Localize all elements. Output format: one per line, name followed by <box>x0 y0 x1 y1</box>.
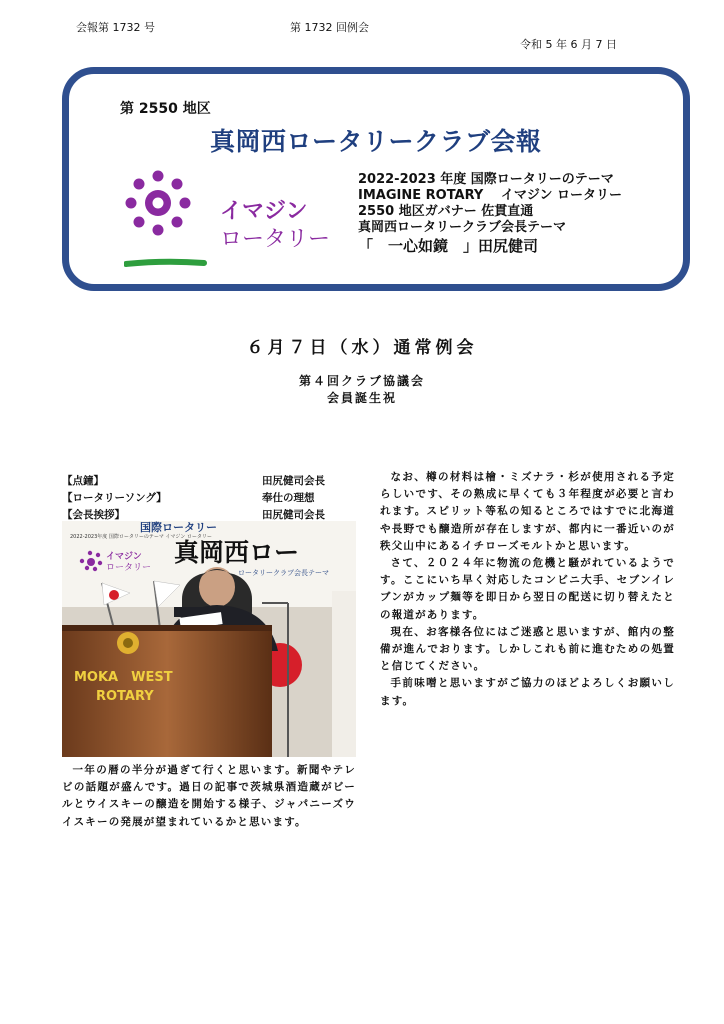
meeting-subtitle: 会員誕生祝 <box>326 391 397 405</box>
program-value: 田尻健司会長 <box>262 509 325 521</box>
theme-line: 2022-2023 年度 国際ロータリーのテーマ <box>358 172 614 187</box>
photo-banner-big: 真岡西ロー <box>174 538 300 567</box>
speaker-photo <box>62 521 356 757</box>
theme-line: IMAGINE ROTARY イマジン ロータリー <box>358 188 623 203</box>
issue-number: 会報第 1732 号 <box>76 21 155 34</box>
logo-text-imagine: イマジン <box>220 199 308 224</box>
photo-banner-right: ロータリークラブ会長テーマ <box>238 569 329 577</box>
greeting-text-right <box>380 469 675 710</box>
paragraph: なお、樽の材料は檜・ミズナラ・杉が使用される予定らしいです、その熟成に早くても３年程度が必要と言われます。スピリット等私の知るところではすでに北海道や長野でも醸造所が存在しますが、都内に一番近いのが秩父山中にあるイチローズモルトかと思います。 <box>380 471 675 552</box>
issue-date: 令和 5 年 6 月 7 日 <box>520 38 617 51</box>
podium-text: MOKA WEST <box>74 670 173 685</box>
meeting-subtitle: 第４回クラブ協議会 <box>298 374 425 388</box>
paragraph: 一年の暦の半分が過ぎて行くと思います。新聞やテレビの話題が盛んです。過日の記事で茨城県酒造蔵がビールとウイスキーの醸造を開始する様子、ジャパニーズウイスキーの発展が望まれているかと思います。 <box>62 764 356 828</box>
greeting-text-left <box>62 762 356 831</box>
meeting-headline: ６月７日（水）通常例会 <box>246 338 478 358</box>
paragraph: 現在、お客様各位にはご迷惑と思いますが、館内の整備が進んでおります。しかしこれも前に進むための処置と信じてください。 <box>380 625 675 673</box>
photo-banner-small: 2022-2023年度 国際ロータリーのテーマ イマジン ロータリー <box>70 534 212 540</box>
meeting-number: 第 1732 回例会 <box>290 21 369 34</box>
photo-banner-top: 国際ロータリー <box>140 521 217 534</box>
theme-line: 2550 地区ガバナー 佐貫直通 <box>358 204 534 219</box>
paragraph: さて、２０２４年に物流の危機と騒がれているようです。ここにいち早く対応したコンビニ大手、セブンイレブンがカップ麺等を即日から翌日の配送に切り替えたとの報道があります。 <box>380 557 675 621</box>
program-label: 【会長挨拶】 <box>62 509 125 521</box>
program-label: 【点鐘】 <box>62 475 104 487</box>
district-label: 第 2550 地区 <box>120 101 211 117</box>
club-title: 真岡西ロータリークラブ会報 <box>210 127 542 156</box>
podium-text: ROTARY <box>96 689 154 704</box>
theme-line: 真岡西ロータリークラブ会長テーマ <box>358 220 567 235</box>
paragraph: 手前味噌と思いますがご協力のほどよろしくお願いします。 <box>380 677 675 707</box>
svg-text:ロータリー: ロータリー <box>106 563 152 573</box>
logo-text-rotary: ロータリー <box>220 227 331 252</box>
theme-block <box>358 172 622 254</box>
president-motto: 「 一心如鏡 」田尻健司 <box>358 237 539 255</box>
svg-text:イマジン: イマジン <box>106 552 142 562</box>
program-label: 【ロータリーソング】 <box>62 492 167 504</box>
program-value: 奉仕の理想 <box>262 492 315 504</box>
imagine-rotary-logo-icon <box>124 168 208 272</box>
program-value: 田尻健司会長 <box>262 475 325 487</box>
